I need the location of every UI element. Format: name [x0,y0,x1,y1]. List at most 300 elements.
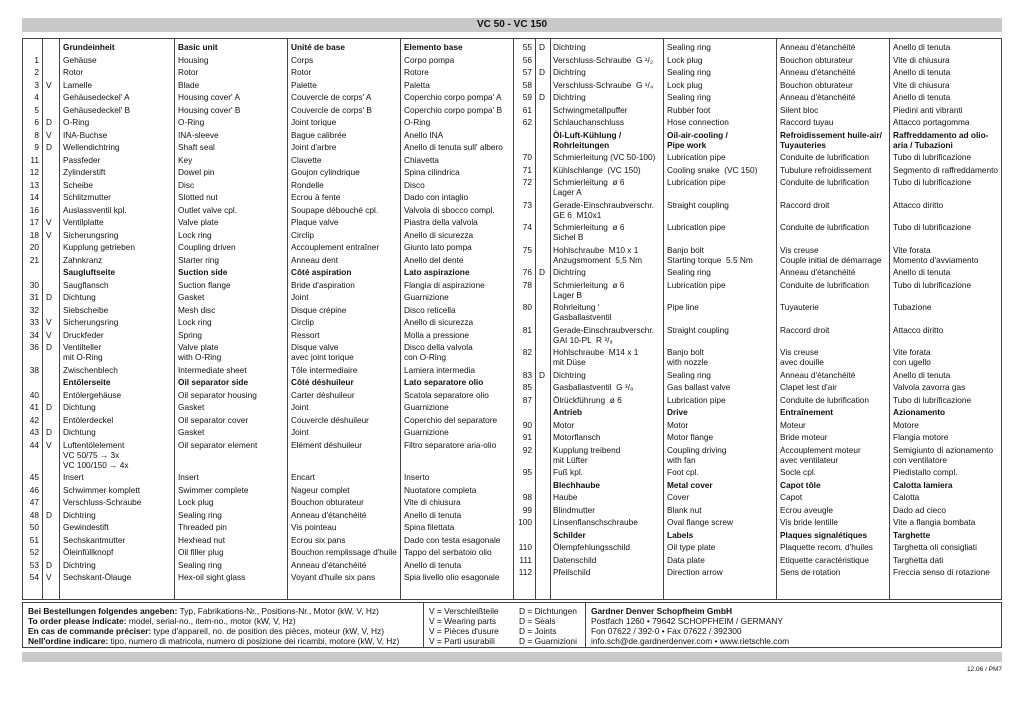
desc-english: Housing [178,54,209,65]
table-row [23,117,1001,130]
desc-german: Dichtung [63,402,96,412]
company-info [591,606,789,646]
desc-english: Blade [178,79,200,90]
desc-german: Siebscheibe [63,304,109,315]
desc-english: Oil separator side [178,377,249,387]
desc-english: Lock plug [178,497,214,507]
item-number: 16 [29,204,39,215]
item-number: 36 [29,342,39,352]
desc-french: Raccord droit [780,324,830,335]
item-number: 58 [522,79,532,90]
desc-italian: Tubo di lubrificazione [893,279,972,290]
legend-d-en: D = Seals [519,616,556,626]
desc-english: Foot cpl. [667,467,699,477]
desc-french: Couvercle déshuileur [291,414,369,425]
desc-italian: Disco della valvola con O-Ring [404,342,473,362]
part-marker: V [46,329,52,340]
desc-german: Gehäuse [63,54,97,65]
desc-english: Labels [667,529,694,540]
desc-english: Lubrication pipe [667,394,726,405]
desc-french: Palette [291,79,317,90]
item-number: 9 [34,142,39,152]
desc-german: Zahnkranz [63,254,103,265]
item-number: 71 [522,164,532,175]
desc-french: Tuyauterie [780,302,819,312]
item-number: 112 [518,567,532,577]
item-number: 61 [522,104,532,115]
item-number: 47 [29,497,39,507]
desc-french: Tôle intermediaire [291,364,358,375]
desc-english: O-Ring [178,117,205,127]
desc-italian: Piedini anti vibranti [893,104,963,115]
desc-french: Silent bloc [780,104,819,115]
desc-french: Refroidissement huile-air/ Tuyauteries [780,129,882,150]
item-number: 80 [522,302,532,312]
desc-italian: Calotta [893,492,920,502]
part-marker: V [46,129,52,140]
table-row [23,445,1001,468]
order-line-de: Bei Bestellungen folgendes angeben: Typ, Fabrikations-Nr., Positions-Nr., Motor (kW, V, Hz) [28,606,379,616]
desc-french: Raccord tuyau [780,117,834,127]
desc-italian: Coperchio corpo pompa' A [404,92,502,102]
table-row [23,222,1001,245]
desc-french: Accouplement moteur avec ventilateur [780,444,861,465]
desc-english: Disc [178,179,195,190]
desc-italian: Lato aspirazione [404,267,470,277]
desc-german: Sicherungsring [63,229,119,240]
desc-german: Hohlschraube M10 x 1 Anzugsmoment 5,5 Nm [553,244,642,265]
desc-french: Circlip [291,317,315,327]
desc-french: Accouplement entraîner [291,242,380,252]
desc-german: Gehäusedeckel' B [63,104,131,115]
desc-italian: Freccia senso di rotazione [893,567,990,577]
bottom-bar [22,652,1002,662]
desc-italian: Rotore [404,67,429,77]
item-number: 83 [522,369,532,380]
part-marker: D [46,117,52,127]
title-bar [22,18,1002,32]
desc-italian: Anello di tenuta [893,267,951,277]
desc-english: Straight coupling [667,199,729,210]
desc-french: Tubulure refroidissement [780,164,872,175]
desc-english: Key [178,154,193,165]
desc-italian: Vite di chiusura [404,497,461,507]
item-number: 3 [34,79,39,90]
part-marker: V [46,439,52,450]
part-marker: D [46,559,52,570]
desc-english: Lock ring [178,317,212,327]
part-marker: V [46,572,52,582]
desc-english: Sealing ring [667,92,711,102]
desc-italian: Targhetta oli consigliati [893,542,977,552]
desc-italian: Tubo di lubrificazione [893,177,972,187]
desc-english: Basic unit [178,42,218,52]
item-number: 5 [34,104,39,115]
table-row [23,67,1001,80]
desc-french: Ecrou à fente [291,192,341,202]
desc-italian: Tubo di lubrificazione [893,152,972,162]
desc-german: Blechhaube [553,479,601,490]
table-row [23,492,1001,505]
desc-german: Öl-Luft-Kühlung / Rohrleitungen [553,129,622,150]
desc-english: Banjo bolt with nozzle [667,347,709,367]
desc-italian: Anello INA [404,129,444,140]
desc-english: Spring [178,329,202,340]
desc-german: Haube [553,492,578,502]
table-row [23,325,1001,348]
desc-german: Saugflansch [63,279,109,290]
item-number: 56 [522,54,532,65]
item-number: 30 [29,279,39,290]
desc-german: Zylinderstift [63,167,106,177]
desc-german: Verschluss-Schraube G ¹/₄ [553,79,654,90]
table-row [23,555,1001,568]
item-number: 87 [522,394,532,405]
item-number: 11 [30,154,39,165]
desc-german: Ventilteller mit O-Ring [63,342,103,362]
desc-italian: Disco [404,179,425,190]
part-marker: D [539,267,545,277]
part-marker: D [46,142,52,152]
table-row [23,165,1001,178]
desc-german: Linsenflanschschraube [553,517,638,527]
order-line-it: Nell'ordine indicare: tipo, numero di matricola, numero di posizione dei ricambi, motore (kW, V, Hz) [28,636,400,646]
section-header [23,130,1001,153]
desc-german: Lamelle [63,79,93,90]
desc-english: Oil separator cover [178,414,249,425]
desc-english: Gasket [178,292,205,302]
desc-english: Drive [667,407,688,417]
desc-french: Bride moteur [780,432,828,442]
desc-italian: Inserto [404,472,430,482]
part-marker: V [46,217,52,227]
desc-german: Kupplung treibend mit Lüfter [553,444,621,465]
desc-french: Plaque valve [291,217,339,227]
table-row [23,467,1001,480]
company-phone: Fon 07622 / 392-0 • Fax 07622 / 392300 [591,626,742,636]
desc-french: Vis creuse Couple initial de démarrage [780,244,882,265]
section-header [23,530,1001,543]
desc-english: Banjo bolt Starting torque 5.5 Nm [667,244,753,265]
item-number: 81 [522,324,532,335]
desc-german: Schmierleitung ø 6 Lager A [553,177,625,197]
order-line-fr: En cas de commande préciser: type d'appareil, no. de position des pièces, moteur (kW, V, Hz) [28,626,385,636]
desc-german: Dichtung [63,292,96,302]
desc-french: Vis pointeau [291,522,337,532]
item-number: 4 [34,92,39,102]
desc-french: Couvercle de corps' B [291,104,372,115]
item-number: 95 [522,467,532,477]
desc-german: Gehäusedeckel' A [63,92,130,102]
desc-german: Schwimmer komplett [63,484,140,495]
desc-italian: Dado con intaglio [404,192,469,202]
desc-english: Insert [178,472,199,482]
item-number: 52 [29,547,39,557]
desc-italian: Piedistallo compl. [893,467,958,477]
desc-italian: Flangia di aspirazione [404,279,485,290]
desc-french: Raccord droit [780,199,830,210]
desc-french: Etiquette caractéristique [780,554,870,565]
item-number: 40 [29,389,39,400]
desc-english: Direction arrow [667,567,723,577]
legend-seals [519,606,577,646]
desc-italian: Valvola zavorra gas [893,382,966,392]
desc-english: Swimmer complete [178,484,249,495]
item-number: 6 [34,117,39,127]
desc-french: Ecrou six pans [291,534,346,545]
desc-english: Sealing ring [178,559,222,570]
desc-german: Dichtung [63,427,96,437]
desc-french: Capot tôle [780,479,821,490]
desc-german: Dichtring [553,92,586,102]
desc-german: Gerade-Einschraubverschr. GE 6 M10x1 [553,199,654,220]
desc-french: Anneau d'étanchéité [780,67,856,77]
desc-english: Rubber foot [667,104,711,115]
desc-italian: Anello di sicurezza [404,229,474,240]
desc-french: Anneau d'étanchéité [291,559,367,570]
order-line-en: To order please indicate: model, serial-no., item-no., motor (kW, V, Hz) [28,616,296,626]
part-marker: V [46,229,52,240]
desc-italian: Valvola di sbocco compl. [404,204,495,215]
desc-italian: Anello di tenuta [893,369,951,380]
desc-french: Socle cpl. [780,467,816,477]
document-code: 12.06 / PM7 [966,666,1002,673]
desc-italian: Anello di tenuta [893,92,951,102]
desc-italian: Piastra della valvola [404,217,478,227]
legend-d-fr: D = Joints [519,626,557,636]
desc-italian: Anello di tenuta sull' albero [404,142,503,152]
table-row [23,200,1001,223]
desc-german: Verschluss-Schraube [63,497,142,507]
desc-german: Passfeder [63,154,101,165]
desc-italian: O-Ring [404,117,431,127]
desc-italian: Spina cilindrica [404,167,460,177]
desc-french: Anneau d'étanchéité [780,42,856,52]
desc-english: Gasket [178,402,205,412]
desc-italian: Lamiera intermedia [404,364,476,375]
item-number: 45 [29,472,39,482]
desc-english: Sealing ring [667,369,711,380]
part-marker: D [46,292,52,302]
desc-italian: Filtro separatore aria-olio [404,439,497,450]
item-number: 111 [519,554,532,565]
item-number: 99 [522,504,532,515]
desc-english: Suction side [178,267,228,277]
desc-french: Moteur [780,419,806,430]
item-number: 21 [29,254,39,265]
desc-english: Housing cover' B [178,104,241,115]
desc-english: Lubrication pipe [667,222,726,232]
table-row [23,347,1001,370]
desc-italian: Tubo di lubrificazione [893,394,972,405]
desc-italian: Tubo di lubrificazione [893,222,972,232]
desc-italian: Guarnizione [404,292,449,302]
desc-english: Sealing ring [178,509,222,520]
desc-english: Hose connection [667,117,729,127]
desc-german: Schmierleitung (VC 50-100) [553,152,656,162]
desc-french: Conduite de lubrification [780,152,870,162]
table-row [23,382,1001,395]
desc-italian: Tappo del serbatoio olio [404,547,492,557]
part-marker: D [46,427,52,437]
desc-french: Voyant d'huile six pans [291,572,376,582]
desc-english: Metal cover [667,479,713,490]
desc-german: Kühlschlange (VC 150) [553,164,641,175]
item-number: 82 [522,347,532,357]
desc-french: Anneau d'étanchéité [780,267,856,277]
desc-french: Nageur complet [291,484,350,495]
section-header [23,480,1001,493]
item-number: 53 [29,559,39,570]
desc-german: Saugluftseite [63,267,116,277]
desc-german: Gerade-Einschraubverschr. GAI 10-PL R ³/₈ [553,324,654,345]
desc-italian: Semigiunto di azionamento con ventilatore [893,444,994,465]
item-number: 51 [29,534,39,545]
item-number: 92 [522,444,532,455]
company-address: Postfach 1260 • 79642 SCHOPFHEIM / GERMANY [591,616,783,626]
desc-german: Zwischenblech [63,364,118,375]
item-number: 32 [29,304,39,315]
desc-german: Sechskantmutter [63,534,126,545]
desc-english: Pipe line [667,302,699,312]
part-marker: D [539,42,545,52]
item-number: 54 [29,572,39,582]
desc-italian: Anello del dente [404,254,464,265]
item-number: 85 [522,382,532,392]
desc-italian: Molla a pressione [404,329,470,340]
desc-english: Hex-oil sight glass [178,572,246,582]
desc-italian: Anello di tenuta [404,509,462,520]
desc-italian: Targhette [893,529,931,540]
desc-italian: Guarnizione [404,402,449,412]
desc-italian: Spia livello olio esagonale [404,572,500,582]
desc-french: Couvercle de corps' A [291,92,372,102]
desc-french: Bouchon obturateur [780,79,853,90]
item-number: 73 [522,199,532,210]
desc-french: Conduite de lubrification [780,222,870,232]
item-number: 33 [29,317,39,327]
desc-english: Threaded pin [178,522,227,532]
desc-french: Anneau d'étanchéité [780,92,856,102]
part-marker: D [539,92,545,102]
desc-french: Rondelle [291,179,324,190]
desc-french: Carter déshuileur [291,389,355,400]
desc-english: Starter ring [178,254,220,265]
desc-german: O-Ring [63,117,90,127]
item-number: 62 [522,117,532,127]
desc-italian: Anello di tenuta [893,42,951,52]
table-row [23,245,1001,268]
table-row [23,177,1001,200]
desc-french: Sens de rotation [780,567,841,577]
desc-german: Entölerseite [63,377,111,387]
desc-german: Blindmutter [553,504,595,515]
desc-french: Capot [780,492,803,502]
desc-english: Slotted nut [178,192,218,202]
desc-english: Lock plug [667,79,703,90]
table-row [23,420,1001,433]
desc-french: Joint [291,427,309,437]
desc-french: Côté aspiration [291,267,352,277]
item-number: 46 [29,484,39,495]
item-number: 48 [29,509,39,520]
desc-german: Entölerdeckel [63,414,114,425]
item-number: 42 [29,414,39,425]
desc-italian: Giunto lato pompa [404,242,472,252]
desc-german: Dichtring [63,509,96,520]
desc-german: Hohlschraube M14 x 1 mit Düse [553,347,639,367]
desc-french: Bague calibrée [291,129,347,140]
desc-english: Straight coupling [667,324,729,335]
desc-italian: Spina filettata [404,522,455,532]
desc-english: Oval flange screw [667,517,733,527]
desc-french: Bouchon remplissage d'huile [291,547,397,557]
item-number: 70 [522,152,532,162]
desc-german: Fuß kpl. [553,467,583,477]
desc-english: Hexhead nut [178,534,226,545]
table-row [23,370,1001,383]
item-number: 98 [522,492,532,502]
desc-english: Dowel pin [178,167,215,177]
item-number: 57 [522,67,532,77]
desc-italian: Motore [893,419,919,430]
table-row [23,55,1001,68]
desc-german: Gasballastventil G ³/₈ [553,382,634,392]
desc-german: Rotor [63,67,84,77]
desc-german: Schilder [553,529,586,540]
legend-v-fr: V = Pièces d'usure [429,626,499,636]
desc-english: Oil type plate [667,542,716,552]
item-number: 14 [29,192,39,202]
desc-german: Schmierleitung ø 6 Lager B [553,279,625,300]
item-number: 2 [34,67,39,77]
desc-english: Gasket [178,427,205,437]
table-row [23,517,1001,530]
desc-french: Goujon cylindrique [291,167,360,177]
table-row [23,267,1001,280]
desc-italian: Vite di chiusura [893,54,950,65]
desc-english: Mesh disc [178,304,216,315]
item-number: 1 [34,54,39,65]
desc-german: Kupplung getrieben [63,242,135,252]
desc-german: Ölempfehlungsschild [553,542,631,552]
desc-german: Öleinfüllknopf [63,547,114,557]
desc-french: Entraînement [780,407,834,417]
desc-german: Gewindestift [63,522,109,532]
desc-german: Schwingmetallpuffer [553,104,628,115]
item-number: 31 [29,292,39,302]
table-row [23,542,1001,555]
desc-french: Joint [291,402,309,412]
part-marker: D [539,369,545,380]
desc-italian: Flangia motore [893,432,949,442]
desc-german: Schlauchanschluss [553,117,625,127]
item-number: 44 [29,439,39,450]
desc-french: Vis bride lentille [780,517,838,527]
company-contact[interactable]: info.sch@de.gardnerdenver.com • www.rietschle.com [591,636,790,646]
item-number: 34 [29,329,39,340]
desc-italian: Anello di tenuta [893,67,951,77]
desc-german: Pfeilschild [553,567,591,577]
desc-english: Data plate [667,554,705,565]
desc-italian: Guarnizione [404,427,449,437]
desc-french: Elément déshuileur [291,439,363,450]
desc-french: Anneau dent [291,254,339,265]
desc-german: Dichtring [553,267,586,277]
desc-italian: Corpo pompa [404,54,455,65]
desc-german: Dichtring [553,67,586,77]
desc-english: Cooling snake (VC 150) [667,164,758,175]
